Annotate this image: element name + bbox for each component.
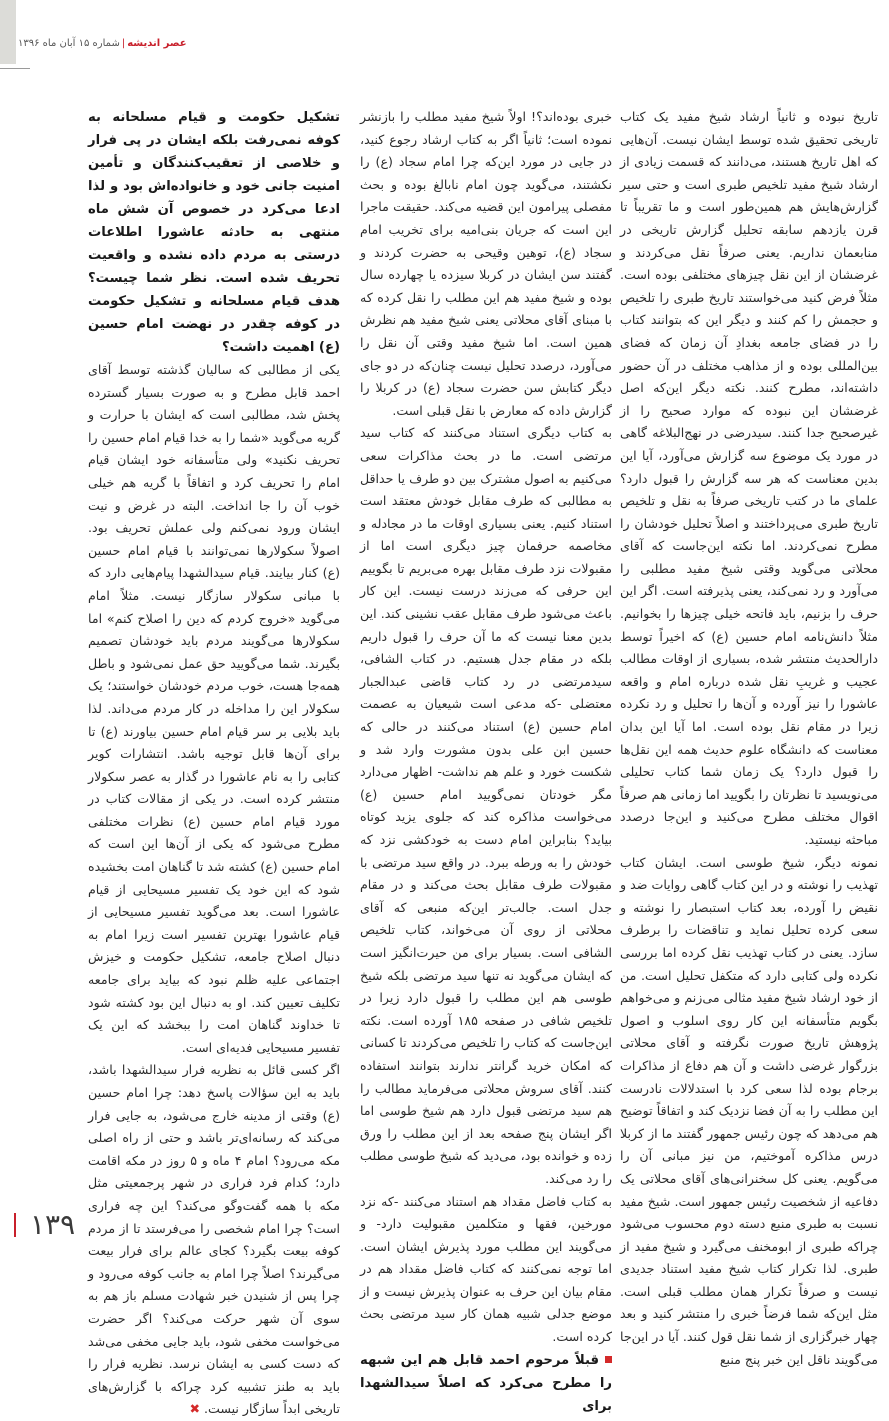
paragraph: نمونه دیگر، شیخ طوسی است. ایشان کتاب تهذیب را نوشته و در این کتاب گاهی روایات ضد و نقیض را آورده، بعد کتاب استبصار را نوشته و سعی کرده تحلیل نماید و تناقضات را برطرف سازد. یعنی در کتاب تهذیب نقل کرده اما بررسی نکرده ولی کتابی دارد که متکفل تحلیل است. من از خود ارشاد شیخ مفید مثالی می‌زنم و می‌خواهم بگویم متأسفانه این کار روی اسلوب و اصول پژوهش تاریخ صورت نگرفته و آقای محلاتی بزرگوار غرضی داشت و آن هم دفاع از مذاکرات برجام بوده لذا سعی کرد با استدلالات نادرست این مطلب را به آن فضا نزدیک کند و اتفاقاً توضیح هم می‌دهد که چون رئیس جمهور گفتند ما از کربلا درس مذاکره آموختیم، من نیز مبانی آن را می‌گویم. یعنی کل سخنرانی‌های آقای محلاتی یک دفاعیه از شخصیت رئیس جمهور است. شیخ مفید نسبت به طبری منبع دسته دوم محسوب می‌شود چراکه طبری از ابومخنف می‌گیرد و شیخ مفید از طبری. لذا تکرار کتاب شیخ مفید استناد جدیدی نیست و صرفاً تکرار همان مطلب قبلی است. مثل این‌که شما فرضاً خبری را منتشر کنید و بعد چهار خبرگزاری از شما نقل قول کنند. آیا در این‌جا می‌گویند ناقل این خبر پنج منبع [620,854,878,1367]
paragraph: به کتاب دیگری استناد می‌کنند که کتاب سید مرتضی است. ما در بحث مذاکرات سعی می‌کنیم به اصول مشترک بین دو طرف یا حداقل به مطالبی که طرف مقابل خودش معتقد است استناد کنیم. یعنی بسیاری اوقات ما در مجادله و مخاصمه حرفمان چیز دیگری است اما از مقبولات نزد طرف مقابل بهره می‌بریم تا بگوییم این حرفی که می‌زند درست نیست. این کار باعث می‌شود طرف مقابل عقب نشینی کند. این بدین معنا نیست که ما آن حرف را قبول داریم بلکه در مقام جدل هستیم. در کتاب الشافی، سیدمرتضی در رد کتاب قاضی عبدالجبار معتضلی -که مدعی است شیعیان به عصمت امام حسین (ع) استناد می‌کنند در حالی که حسین ابن علی بدون مشورت وارد شد و شکست خورد و علم هم نداشت- اظهار می‌دارد مگر خودتان نمی‌گویید امام حسین (ع) می‌خواست مذاکره کند که جلوی یزید کوتاه بیاید؟ بنابراین امام دست به خودکشی نزد که خودش را به ورطه ببرد. در واقع سید مرتضی با مقبولات طرف مقابل بحث می‌کند و در مقام جدل است. جالب‌تر این‌که منبعی که آقای محلاتی از روی آن می‌خواند، کتاب تلخیص الشافی است. بسیار برای من حیرت‌انگیز است که ایشان می‌گوید نه تنها سید مرتضی بلکه شیخ طوسی هم این مطلب را قبول دارد زیرا در تلخیص شافی در صفحه ۱۸۵ آورده است. نکته این‌جاست که کتاب را تلخیص می‌کردند تا کسانی که امکان خرید گرانتر ندارند بتوانند استفاده کنند. آقای سروش محلاتی می‌فرماید مطالب را هم سید مرتضی قبول دارد هم شیخ طوسی اما اگر ایشان پنج صفحه بعد از این مطلب را ورق زده و خوانده بود، می‌دید که شیخ طوسی مطلب را رد می‌کند. [360,425,612,1186]
paragraph: تاریخ نبوده و ثانیاً ارشاد شیخ مفید یک کتاب تاریخی تحقیق شده توسط ایشان نیست. آن‌هایی که اهل تاریخ هستند، می‌دانند که قسمت زیادی از ارشاد شیخ مفید تلخیص طبری است و حتی سیر گزارش‌هایش هم همین‌طور است و ما تقریباً تا قرن یازدهم سابقه تحلیل گزارش تاریخی در منابعمان نداریم. یعنی صرفاً نقل می‌کردند و غرضشان از این نقل چیزهای مختلفی بوده است. مثلاً فرض کنید می‌خواستند تاریخ طبری را تلخیص و حجمش را کم کنند و دیگر این که بتوانند کتاب را در فضای جامعه بغدادِ آن زمان که فضای بین‌المللی بوده و از مذاهب مختلف در آن حضور داشته‌اند، مطرح کنند. نکته دیگر این‌که اصل غرضشان این نبوده که موارد صحیح را از غیرصحیح جدا کنند. سیدرضی در نهج‌البلاغه گاهی در مورد یک موضوع سه گزارش می‌آورد، آیا این بدین معناست که هر سه گزارش را قبول دارد؟ علمای ما در کتب تاریخی صرفاً به نقل و تلخیص تاریخ طبری می‌پرداختند و اصلاً تحلیل خودشان را مطرح نمی‌کردند. اما نکته این‌جاست که آقای محلاتی می‌گوید وقتی شیخ مفید مطلبی را می‌آورد و رد نمی‌کند، یعنی پذیرفته است. اگر این حرف را بزنیم، باید فاتحه خیلی چیزها را بخوانیم. مثلاً دانش‌نامه امام حسین (ع) که اخیراً توسط دارالحدیث منتشر شده، بسیاری از اوقات مطالب عجیب و غریبِ نقل شده درباره امام و واقعه عاشورا را نیز آورده و آن‌ها را تحلیل و رد نکرده زیرا در مقام نقل بوده است. اما آیا این بدان معناست که دانشگاه علوم حدیث همه این نقل‌ها را قبول دارد؟ یک زمان شما کتاب تحلیلی می‌نویسید تا نظرتان را بگویید اما زمانی هم صرفاً اقوال مختلف مطرح می‌کنید و این‌جا درصدد مباحثه نیستید. [620,109,878,847]
paragraph-text: اگر کسی قائل به نظریه فرار سیدالشهدا باشد، باید به این سؤالات پاسخ دهد: چرا امام حسین (ع) وقتی از مدینه خارج می‌شود، به جایی فرار می‌کند که رسانه‌ای‌تر باشد و حتی از راه اصلی مکه می‌رود؟ امام ۴ ماه و ۵ روز در مکه اقامت دارد؛ کدام فرد فراری در شهر پرجمعیتی مثل مکه با همه گفت‌وگو می‌کند؟ این چه فراری است؟ چرا امام شخصی را می‌فرستد تا از مردم کوفه بیعت بگیرد؟ کجای عالم برای فرار بیعت می‌گیرند؟ اصلاً چرا امام به جانب کوفه می‌رود و چرا پس از شنیدن خبر شهادت مسلم باز هم به سوی آن شهر حرکت می‌کند؟ اگر حضرت می‌خواست مخفی شود، باید جایی مخفی می‌شد که دست کسی به ایشان نرسد. نظریه فرار را باید به طنز تشبیه کرد چراکه با گزارش‌های تاریخی ابداً سازگار نیست. [88,1062,341,1417]
page-folio [14,1208,75,1241]
issue-info: شماره ۱۵ آبان ماه ۱۳۹۶ [18,38,120,49]
paragraph: به کتاب فاضل مقداد هم استناد می‌کنند -که نزد مورخین، فقها و متکلمین مقبولیت دارد- و می‌گویند این مطلب مورد پذیرش ایشان است. اما توجه نمی‌کنند که کتاب فاضل مقداد هم در مقام بیان این حرف به عنوان پذیرش نیست و از موضع جدلی شبیه همان کار سید مرتضی بحث کرده است. [360,1193,612,1345]
interview-question-continued: تشکیل حکومت و قیام مسلحانه به کوفه نمی‌رفت بلکه ایشان در پی فرار و خلاصی از تعقیب‌کنندگان و تأمین امنیت جانی خود و خانواده‌اش بود و لذا ادعا می‌کرد در خصوص آن شش ماه منتهی به حادثه عاشورا اطلاعات درستی به مردم داده نشده و واقعیت تحریف شده است. نظر شما چیست؟ هدف قیام مسلحانه و تشکیل حکومت در کوفه چقدر در نهضت امام حسین (ع) اهمیت داشت؟ [88,110,340,355]
column-left [88,106,340,1421]
page-edge-tab [0,0,16,64]
magazine-name: عصر اندیشه [127,38,187,49]
column-right [620,106,878,1371]
question-text: قبلاً مرحوم احمد قابل هم این شبهه را مطرح می‌کرد که اصلاً سیدالشهدا برای [360,1352,612,1414]
folio-bar [14,1213,16,1237]
interview-question [360,1349,612,1418]
running-header [18,38,187,49]
paragraph: خبری بوده‌اند؟! اولاً شیخ مفید مطلب را بازنشر نموده است؛ ثانیاً اگر به کتاب ارشاد رجوع کنید، در جایی در مورد این‌که چرا امام سجاد (ع) را نکشتند، می‌گوید چون امام نابالغ بوده و بحث مفصلی پیرامون این قضیه می‌کند. حقیقت ماجرا این است که جریان بنی‌امیه برای تخریب امام سجاد (ع)، توهین وقیحی به حضرت کردند و گفتند سن ایشان در کربلا سیزده یا چهارده سال بوده و شیخ مفید هم این مطلب را نقل کرده که با مبنای آقای محلاتی یعنی شیخ مفید هم نظرش همین است. اما شیخ مفید وقتی آن نقل را می‌آورد، درصدد تحلیل نیست چنان‌که در دو جای دیگر کتابش سن حضرت سجاد (ع) در کربلا را گزارش داده که معارض با نقل قبلی است. [360,109,612,418]
header-rule [0,68,30,69]
paragraph [88,1059,340,1421]
page-number: ۱۳۹ [30,1208,76,1241]
question-bullet-icon [605,1356,612,1363]
header-separator: | [121,38,126,49]
column-middle [360,106,612,1418]
paragraph: یکی از مطالبی که سالیان گذشته توسط آقای احمد قابل مطرح و به صورت بسیار گسترده پخش شد، مطالبی است که ایشان با حرارت و گریه می‌گوید «شما را به خدا قیام امام حسین را تحریف نکنید» ولی متأسفانه خود ایشان قیام امام را تحریف کرد و اتفاقاً با گریه هم خیلی خوب آن را جا انداخت. البته در غرض و نیت ایشان ورود نمی‌کنم ولی عملش تحریف بود. اصولاً سکولارها نمی‌توانند با قیام امام حسین (ع) کنار بیایند. قیام سیدالشهدا پیام‌هایی دارد که با مبانی سکولار سازگار نیست. مثلاً امام می‌گوید «خروج کردم که دین را اصلاح کنم» اما سکولارها می‌گویند مردم باید خودشان تصمیم بگیرند. شما می‌گویید حق عمل نمی‌شود و باطل همه‌جا هست، خوب مردم خودشان خواستند؛ یک سکولار این را مداخله در کار مردم می‌داند. لذا باید بلایی بر سر قیام امام حسین بیاورند (ع) تا برای آن‌ها قابل توجیه باشد. انتشارات کویر کتابی را به نام عاشورا در گذار به عصر سکولار منتشر کرده است. در یکی از مقالات کتاب در مورد قیام امام حسین (ع) نظرات مختلفی مطرح می‌شود که یکی از آن‌ها این است که امام حسین (ع) کشته شد تا گناهان امت بخشیده شود که این خود یک تفسیر مسیحایی از قیام عاشورا است. بعد می‌گوید تفسیر مسیحایی از قیام عاشورا بهترین تفسیر است زیرا امام به دنبال اصلاح جامعه، تشکیل حکومت و خیزش اجتماعی علیه ظلم نبود که بیاید برای جامعه تکلیف تعیین کند. او به دنبال این بود کشته شود تا خداوند گناهان امت را ببخشد که این یک تفسیر مسیحایی فدیه‌ای است. [88,362,340,1055]
end-of-article-icon: ✖ [189,1401,201,1417]
